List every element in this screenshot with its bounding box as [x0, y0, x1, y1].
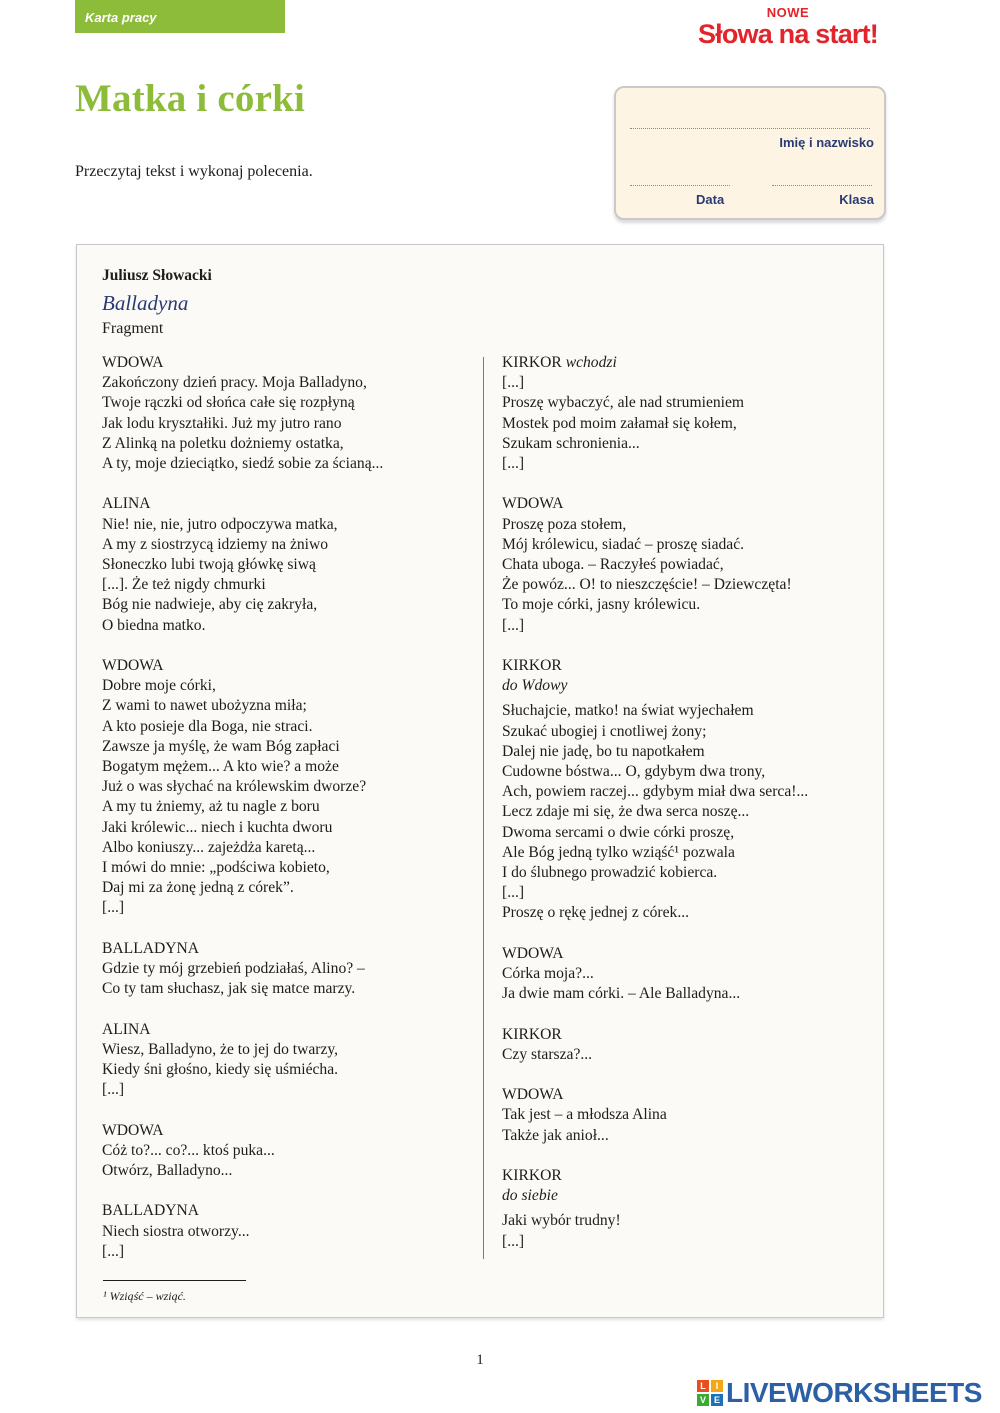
speaker-label: WDOWA	[502, 944, 564, 962]
dialogue-block	[102, 1020, 482, 1101]
verse-line: Z Alinką na poletku dożniemy ostatka,	[102, 434, 344, 452]
name-label: Imię i nazwisko	[779, 135, 874, 150]
section-label-bar	[75, 0, 285, 33]
page-title: Matka i córki	[75, 77, 306, 120]
date-line[interactable]	[630, 185, 730, 186]
verse-line: [...]	[102, 899, 125, 917]
verse-line: Jaki królewic... niech i kuchta dworu	[102, 818, 333, 836]
verse-line: Ja dwie mam córki. – Ale Balladyna...	[502, 985, 741, 1003]
liveworksheets-mark	[697, 1380, 723, 1406]
text-column-right	[502, 353, 877, 1272]
dialogue-block	[102, 939, 482, 1000]
verse-line: [...]	[502, 884, 525, 902]
dialogue-block	[102, 494, 482, 635]
verse-line: [...]	[502, 1232, 525, 1250]
brand-logo	[698, 6, 878, 48]
verse-line: Mój królewicu, siadać – proszę siadać.	[502, 535, 745, 553]
verse-line: [...]	[502, 455, 525, 473]
verse-line: Albo koniuszy... zajeżdża karetą...	[102, 838, 316, 856]
speaker-label: ALINA	[102, 495, 151, 513]
speaker-label: WDOWA	[502, 1086, 564, 1104]
footnote-rule	[103, 1280, 246, 1281]
verse-line: [...]	[102, 1242, 125, 1260]
verse-line: A my z siostrzycą idziemy na żniwo	[102, 535, 329, 553]
verse-line: Bóg nie nadwieje, aby cię zakryła,	[102, 596, 318, 614]
dialogue-block	[102, 1201, 482, 1262]
speaker-label: ALINA	[102, 1020, 151, 1038]
author: Juliusz Słowacki	[102, 267, 212, 284]
page-number: 1	[476, 1352, 484, 1368]
brand-small: NOWE	[766, 5, 810, 20]
speaker-label: WDOWA	[502, 495, 564, 513]
verse-line: Szukam schronienia...	[502, 434, 640, 452]
verse-line: Jaki wybór trudny!	[502, 1212, 621, 1230]
verse-line: Kiedy śni głośno, kiedy się uśmiécha.	[102, 1061, 339, 1079]
verse-line: Chata uboga. – Raczyłeś powiadać,	[502, 556, 724, 574]
stage-direction: do Wdowy	[502, 677, 568, 695]
verse-line: Czy starsza?...	[502, 1045, 593, 1063]
text-column-left	[102, 353, 482, 1282]
liveworksheets-mark-letter: V	[697, 1394, 709, 1406]
speaker-label: KIRKOR	[502, 657, 562, 675]
dialogue-block	[102, 1121, 482, 1182]
footnote: ¹ Wziąść – wziąć.	[103, 1289, 186, 1303]
dialogue-block	[502, 1025, 877, 1065]
speaker-label: KIRKOR	[502, 1025, 562, 1043]
dialogue-block	[502, 353, 877, 474]
verse-line: [...]	[102, 1081, 125, 1099]
speaker-name	[102, 1121, 482, 1141]
liveworksheets-mark-letter: E	[711, 1394, 723, 1406]
verse-line: I do ślubnego prowadzić kobierca.	[502, 864, 718, 882]
verse-line: Córka moja?...	[502, 965, 594, 983]
speaker-label: KIRKOR	[502, 1167, 562, 1185]
dialogue-block	[102, 353, 482, 474]
speaker-label: BALLADYNA	[102, 1202, 200, 1220]
stage-direction: do siebie	[502, 1187, 558, 1205]
verse-line: Zakończony dzień pracy. Moja Balladyno,	[102, 374, 367, 392]
verse-line: Co ty tam słuchasz, jak się matce marzy.	[102, 980, 356, 998]
verse-line: Lecz zdaje mi się, że dwa serca noszę...	[502, 803, 750, 821]
dialogue-block	[502, 944, 877, 1005]
speaker-name	[502, 656, 877, 676]
liveworksheets-mark-letter: L	[697, 1380, 709, 1392]
verse-line: Z wami to nawet ubożyzna miła;	[102, 697, 307, 715]
column-divider	[483, 357, 484, 1259]
verse-line: A my tu żniemy, aż tu nagle z boru	[102, 798, 320, 816]
work-title: Balladyna	[102, 291, 189, 315]
speaker-name	[502, 494, 877, 514]
verse-line: I mówi do mnie: „podściwa kobieto,	[102, 859, 330, 877]
verse-line: Twoje rączki od słońca całe się rozpłyną	[102, 394, 355, 412]
dialogue-block	[502, 494, 877, 635]
dialogue-block	[502, 1166, 877, 1252]
liveworksheets-watermark	[697, 1376, 982, 1410]
dialogue-block	[502, 1085, 877, 1146]
verse-line: Wiesz, Balladyno, że to jej do twarzy,	[102, 1040, 339, 1058]
verse-line: Jak lodu kryształiki. Już my jutro rano	[102, 414, 342, 432]
verse-line: Daj mi za żonę jedną z córek”.	[102, 879, 294, 897]
section-label: Karta pracy	[85, 10, 157, 25]
date-label: Data	[696, 192, 725, 207]
verse-line: To moje córki, jasny królewicu.	[502, 596, 701, 614]
verse-line: Proszę poza stołem,	[502, 515, 627, 533]
speaker-name	[102, 939, 482, 959]
class-label: Klasa	[839, 192, 874, 207]
student-id-box	[614, 86, 886, 220]
liveworksheets-mark-letter: I	[711, 1380, 723, 1392]
dialogue-block	[102, 656, 482, 919]
speaker-name	[102, 1020, 482, 1040]
reading-text-box	[76, 244, 884, 1318]
verse-line: Dalej nie jadę, bo tu napotkałem	[502, 742, 705, 760]
verse-line: Niech siostra otworzy...	[102, 1222, 250, 1240]
speaker-label: WDOWA	[102, 657, 164, 675]
name-line[interactable]	[630, 128, 870, 129]
verse-line: Ale Bóg jedną tylko wziąść¹ pozwala	[502, 843, 735, 861]
verse-line: Także jak anioł...	[502, 1126, 609, 1144]
verse-line: Ach, powiem raczej... gdybym miał dwa serca!...	[502, 783, 809, 801]
verse-line: Słoneczko lubi twoją główkę siwą	[102, 556, 316, 574]
verse-line: Mostek pod moim załamał się kołem,	[502, 414, 737, 432]
speaker-name	[502, 1085, 877, 1105]
verse-line: Cóż to?... co?... ktoś puka...	[102, 1141, 275, 1159]
verse-line: Że powóz... O! to nieszczęście! – Dziewczęta!	[502, 576, 792, 594]
verse-line: Proszę wybaczyć, ale nad strumieniem	[502, 394, 745, 412]
liveworksheets-text: LIVEWORKSHEETS	[726, 1377, 982, 1408]
instruction-text: Przeczytaj tekst i wykonaj polecenia.	[75, 163, 313, 180]
brand-name: Słowa na start!	[697, 19, 878, 49]
speaker-label: WDOWA	[102, 354, 164, 371]
verse-line: A kto posieje dla Boga, nie straci.	[102, 717, 313, 735]
speaker-name	[102, 1201, 482, 1221]
verse-line: O biedna matko.	[102, 616, 206, 634]
dialogue-block	[502, 656, 877, 924]
verse-line: [...]. Że też nigdy chmurki	[102, 576, 266, 594]
verse-line: Szukać ubogiej i cnotliwej żony;	[502, 722, 707, 740]
speaker-label: KIRKOR	[502, 354, 562, 371]
verse-line: Nie! nie, nie, jutro odpoczywa matka,	[102, 515, 338, 533]
stage-direction-inline: wchodzi	[565, 354, 617, 371]
verse-line: Dwoma sercami o dwie córki proszę,	[502, 823, 735, 841]
speaker-name	[502, 944, 877, 964]
class-line[interactable]	[772, 185, 872, 186]
verse-line: Słuchajcie, matko! na świat wyjechałem	[502, 702, 754, 720]
verse-line: Gdzie ty mój grzebień podziałaś, Alino? –	[102, 960, 365, 978]
verse-line: Tak jest – a młodsza Alina	[502, 1106, 667, 1124]
speaker-label: BALLADYNA	[102, 939, 200, 957]
verse-line: Proszę o rękę jednej z córek...	[502, 904, 690, 922]
speaker-name	[102, 353, 482, 373]
speaker-name	[502, 1166, 877, 1186]
verse-line: Już o was słychać na królewskim dworze?	[102, 778, 367, 796]
verse-line: Bogatym mężem... A kto wie? a może	[102, 758, 339, 776]
speaker-name	[102, 656, 482, 676]
fragment-label: Fragment	[102, 320, 164, 337]
speaker-label: WDOWA	[102, 1121, 164, 1139]
verse-line: Cudowne bóstwa... O, gdybym dwa trony,	[502, 763, 766, 781]
verse-line: [...]	[502, 374, 525, 392]
verse-line: Dobre moje córki,	[102, 677, 216, 695]
verse-line: A ty, moje dzieciątko, siedź sobie za ścianą...	[102, 455, 384, 473]
speaker-name	[502, 353, 877, 373]
verse-line: [...]	[502, 616, 525, 634]
speaker-name	[502, 1025, 877, 1045]
verse-line: Zawsze ja myślę, że wam Bóg zapłaci	[102, 737, 340, 755]
verse-line: Otwórz, Balladyno...	[102, 1162, 233, 1180]
speaker-name	[102, 494, 482, 514]
